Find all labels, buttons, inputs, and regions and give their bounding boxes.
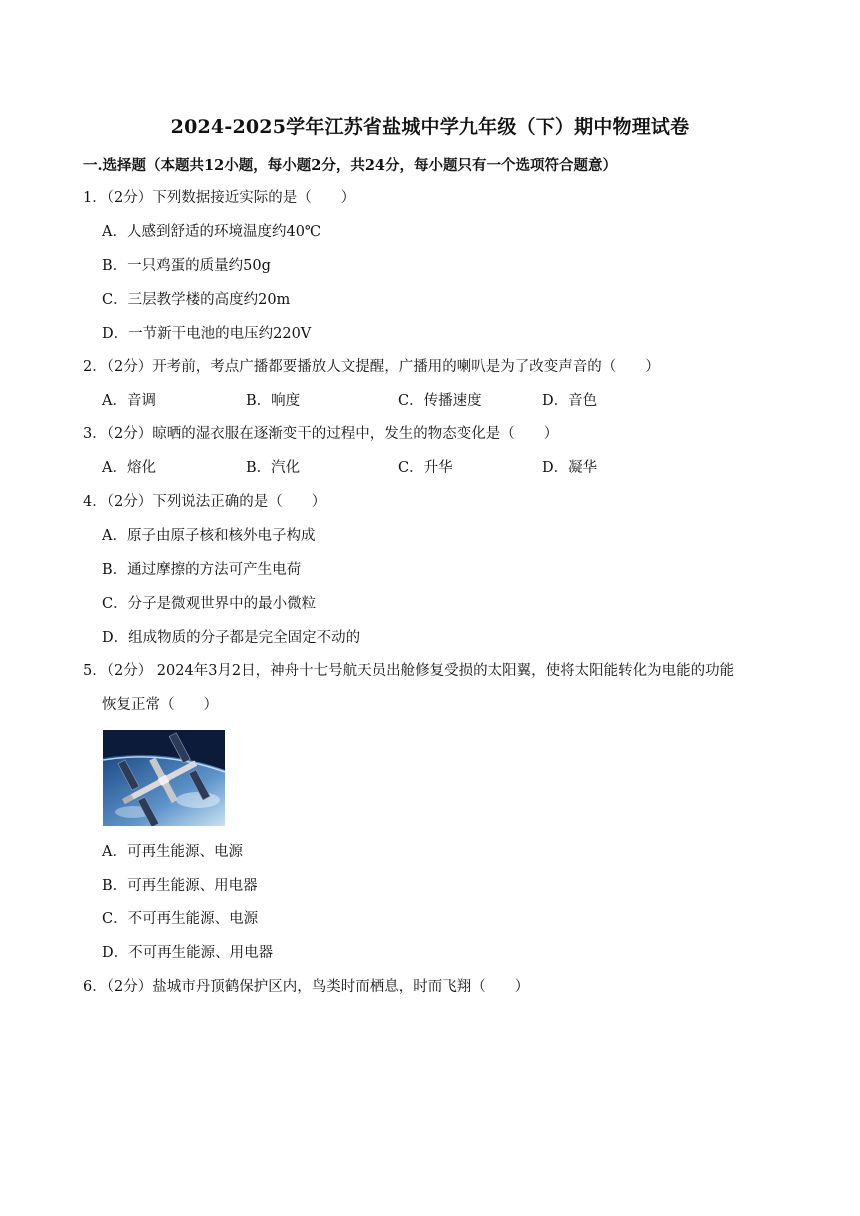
question-3-stem: 3．（2分）晾晒的湿衣服在逐渐变干的过程中，发生的物态变化是（ ） <box>83 426 559 442</box>
question-1-option-a: A．人感到舒适的环境温度约40℃ <box>102 224 322 240</box>
question-1-option-d: D．一节新干电池的电压约220V <box>102 326 312 342</box>
question-4-stem: 4．（2分）下列说法正确的是（ ） <box>83 494 327 510</box>
space-station-photo <box>103 730 225 826</box>
question-5-stem: 5．（2分） 2024年3月2日，神舟十七号航天员出舱修复受损的太阳翼，使将太阳能转化为电能的功能 <box>83 663 735 679</box>
page-title: 2024-2025学年江苏省盐城中学九年级（下）期中物理试卷 <box>170 116 690 138</box>
question-4-option-a: A．原子由原子核和核外电子构成 <box>102 528 316 544</box>
question-1-stem: 1．（2分）下列数据接近实际的是（ ） <box>83 190 356 206</box>
question-3-option-a: A．熔化 <box>102 460 156 476</box>
question-2-option-b: B．响度 <box>246 393 301 409</box>
question-1-option-b: B．一只鸡蛋的质量约50g <box>102 258 271 274</box>
question-3-option-d: D．凝华 <box>542 460 598 476</box>
question-5-option-b: B．可再生能源、用电器 <box>102 878 258 894</box>
question-2-option-a: A．音调 <box>102 393 156 409</box>
question-5-option-c: C．不可再生能源、电源 <box>102 911 259 927</box>
question-3-option-b: B．汽化 <box>246 460 301 476</box>
question-5-stem-continued: 恢复正常（ ） <box>102 697 218 713</box>
question-2-option-d: D．音色 <box>542 393 598 409</box>
question-5-option-d: D．不可再生能源、用电器 <box>102 945 274 961</box>
question-4-option-c: C．分子是微观世界中的最小微粒 <box>102 596 317 612</box>
section-header: 一.选择题（本题共12小题，每小题2分，共24分，每小题只有一个选项符合题意） <box>83 157 617 174</box>
question-5-option-a: A．可再生能源、电源 <box>102 844 243 860</box>
question-2-option-c: C．传播速度 <box>398 393 482 409</box>
question-2-stem: 2．（2分）开考前，考点广播都要播放人文提醒，广播用的喇叭是为了改变声音的（ ） <box>83 359 660 375</box>
question-1-option-c: C．三层教学楼的高度约20m <box>102 292 291 308</box>
question-3-option-c: C．升华 <box>398 460 453 476</box>
question-4-option-b: B．通过摩擦的方法可产生电荷 <box>102 562 302 578</box>
question-4-option-d: D．组成物质的分子都是完全固定不动的 <box>102 630 361 646</box>
question-6-stem: 6．（2分）盐城市丹顶鹤保护区内，鸟类时而栖息，时而飞翔（ ） <box>83 979 530 995</box>
